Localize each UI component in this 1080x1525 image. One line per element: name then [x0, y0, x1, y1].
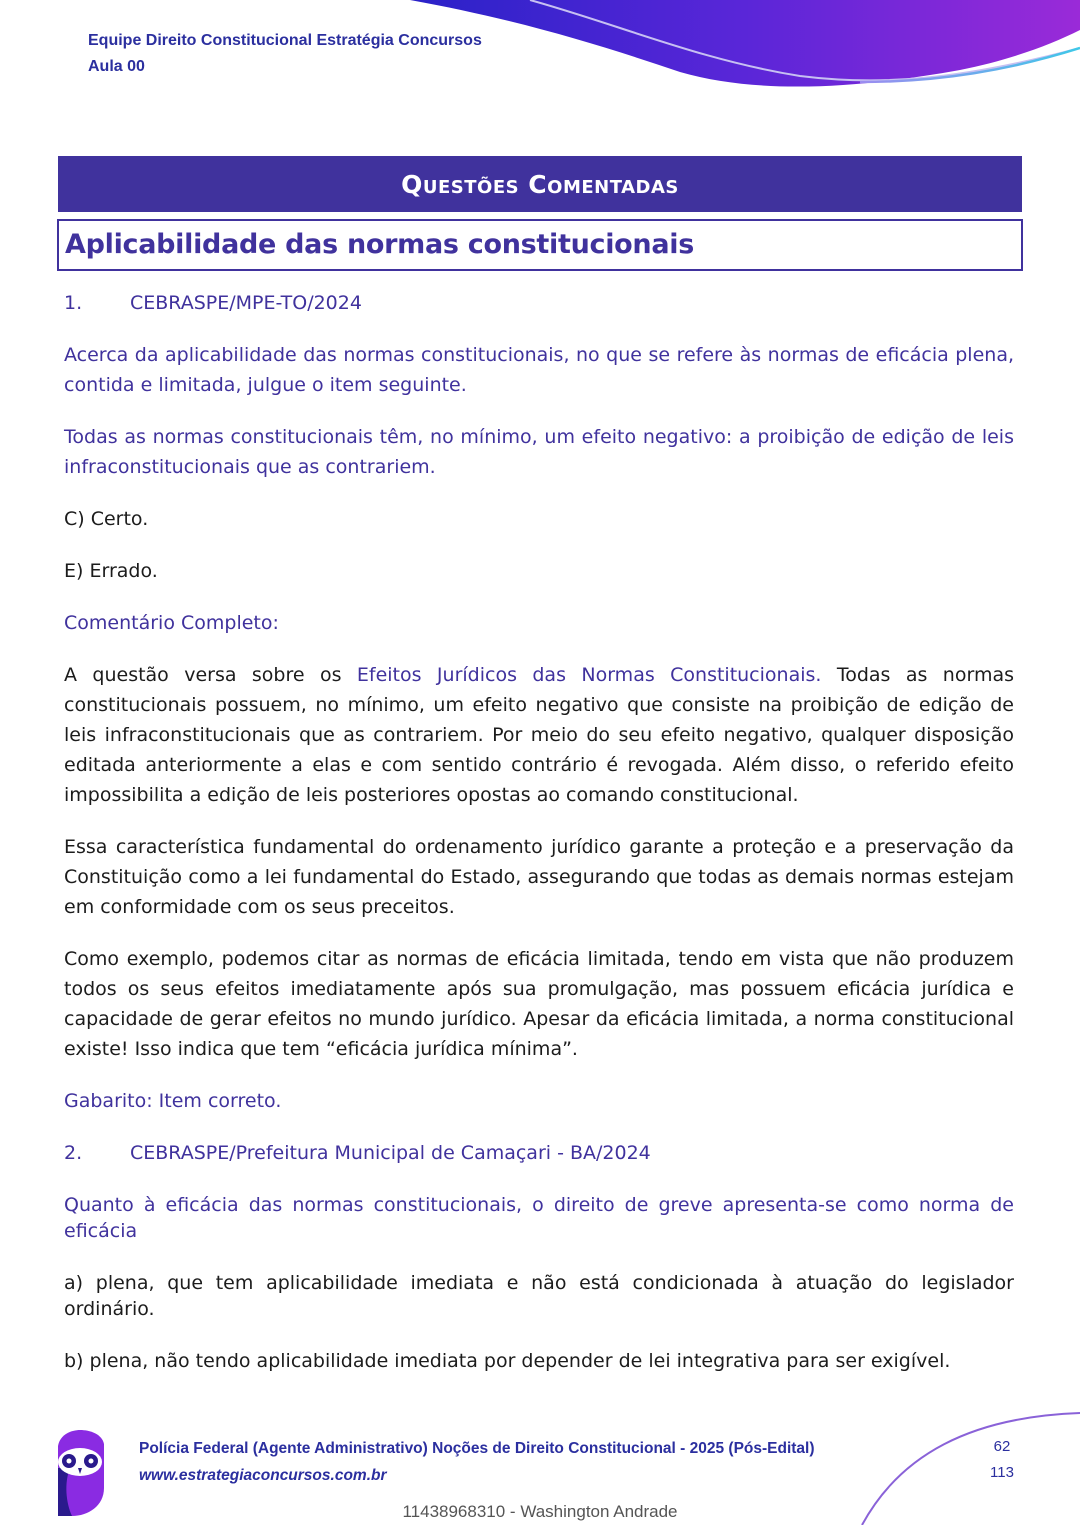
document-content [64, 288, 1014, 1374]
website-link[interactable]: www.estrategiaconcursos.com.br [139, 1467, 387, 1484]
option-a: a) plena, que tem aplicabilidade imediata e não está condicionada à atuação do legislador ordinário. [64, 1272, 1014, 1320]
option-b: b) plena, não tendo aplicabilidade imediata por depender de lei integrativa para ser exigível. [64, 1350, 951, 1372]
comment-text: Todas as normas constitucionais possuem, no mínimo, um efeito negativo que consiste na proibição de edição de leis infraconstitucionais que as contrariem. Por meio do seu efeito negativo, qualquer disposição editada anteriormente a elas e com sentido contrário é revogada. Além disso, o referido efeito impossibilita a edição de leis posteriores opostas ao comando constitucional. [64, 664, 1014, 806]
comment-text: A questão versa sobre os [64, 664, 357, 686]
topic-box [57, 219, 1023, 271]
comment-paragraph-1 [64, 660, 1014, 810]
course-title: Polícia Federal (Agente Administrativo) Noções de Direito Constitucional - 2025 (Pós-Edital) [139, 1440, 815, 1457]
option-certo: C) Certo. [64, 508, 149, 530]
topic-title: Aplicabilidade das normas constitucionais [65, 229, 694, 260]
comment-paragraph-3: Como exemplo, podemos citar as normas de eficácia limitada, tendo em vista que não produzem todos os seus efeitos imediatamente após sua promulgação, mas possuem eficácia jurídica e capacidade de gerar efeitos no mundo jurídico. Apesar da eficácia limitada, a norma constitucional existe! Isso indica que tem “eficácia jurídica mínima”. [64, 948, 1014, 1060]
question-number: 2. [64, 1142, 83, 1164]
question-1-header [64, 288, 1014, 318]
section-title: Questões Comentadas [58, 156, 1022, 212]
question-source: CEBRASPE/Prefeitura Municipal de Camaçari - BA/2024 [130, 1142, 651, 1164]
option-errado: E) Errado. [64, 560, 158, 582]
team-name: Equipe Direito Constitucional Estratégia Concursos [88, 32, 482, 49]
question-2-header [64, 1138, 1014, 1168]
page-number: 62 [993, 1438, 1011, 1455]
total-pages: 113 [990, 1464, 1014, 1481]
question-number: 1. [64, 292, 83, 314]
lesson-label: Aula 00 [88, 58, 145, 75]
page-header [88, 28, 482, 80]
question-prompt: Acerca da aplicabilidade das normas constitucionais, no que se refere às normas de eficácia plena, contida e limitada, julgue o item seguinte. [64, 344, 1014, 396]
comment-highlight: Efeitos Jurídicos das Normas Constitucionais. [356, 664, 822, 686]
watermark: 11438968310 - Washington Andrade [402, 1502, 678, 1521]
question-statement: Todas as normas constitucionais têm, no mínimo, um efeito negativo: a proibição de edição de leis infraconstitucionais que as contrariem. [64, 426, 1014, 478]
comment-paragraph-2: Essa característica fundamental do ordenamento jurídico garante a proteção e a preservação da Constituição como a lei fundamental do Estado, assegurando que todas as demais normas estejam em conformidade com os seus preceitos. [64, 836, 1014, 918]
question-source: CEBRASPE/MPE-TO/2024 [130, 292, 362, 314]
answer-key: Gabarito: Item correto. [64, 1090, 282, 1112]
question-prompt: Quanto à eficácia das normas constitucionais, o direito de greve apresenta-se como norma de eficácia [64, 1194, 1014, 1242]
comment-label: Comentário Completo: [64, 612, 279, 634]
